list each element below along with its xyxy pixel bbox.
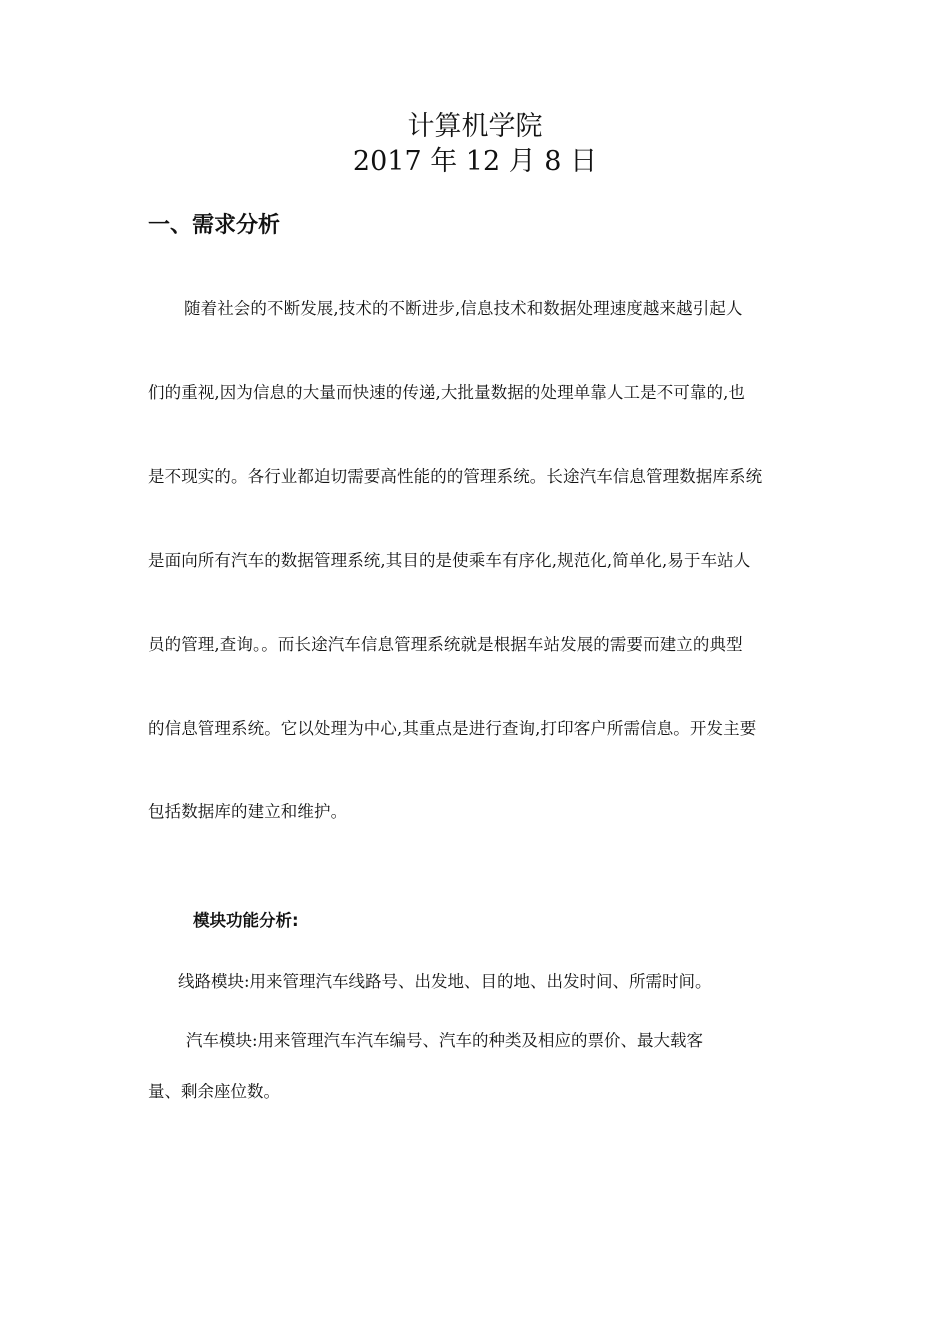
section-heading-requirements: 一、需求分析: [148, 213, 281, 238]
route-module-description: 线路模块:用来管理汽车线路号、出发地、目的地、出发时间、所需时间。: [178, 972, 712, 991]
paragraph-line: 们的重视,因为信息的大量而快速的传递,大批量数据的处理单靠人工是不可靠的,也: [148, 383, 746, 402]
paragraph-line: 是不现实的。各行业都迫切需要高性能的的管理系统。长途汽车信息管理数据库系统: [148, 467, 763, 486]
paragraph-line: 包括数据库的建立和维护。: [148, 802, 348, 821]
document-date: 2017 年 12 月 8 日: [352, 146, 598, 177]
paragraph-line: 随着社会的不断发展,技术的不断进步,信息技术和数据处理速度越来越引起人: [184, 299, 743, 318]
paragraph-line: 员的管理,查询。。而长途汽车信息管理系统就是根据车站发展的需要而建立的典型: [148, 635, 743, 654]
paragraph-line: 是面向所有汽车的数据管理系统,其目的是使乘车有序化,规范化,简单化,易于车站人: [148, 551, 751, 570]
paragraph-line: 的信息管理系统。它以处理为中心,其重点是进行查询,打印客户所需信息。开发主要: [148, 719, 757, 738]
college-title: 计算机学院: [407, 111, 543, 142]
bus-module-description-continued: 量、剩余座位数。: [148, 1082, 280, 1101]
bus-module-description: 汽车模块:用来管理汽车汽车编号、汽车的种类及相应的票价、最大载客: [186, 1031, 704, 1050]
module-analysis-heading: 模块功能分析:: [193, 911, 299, 930]
